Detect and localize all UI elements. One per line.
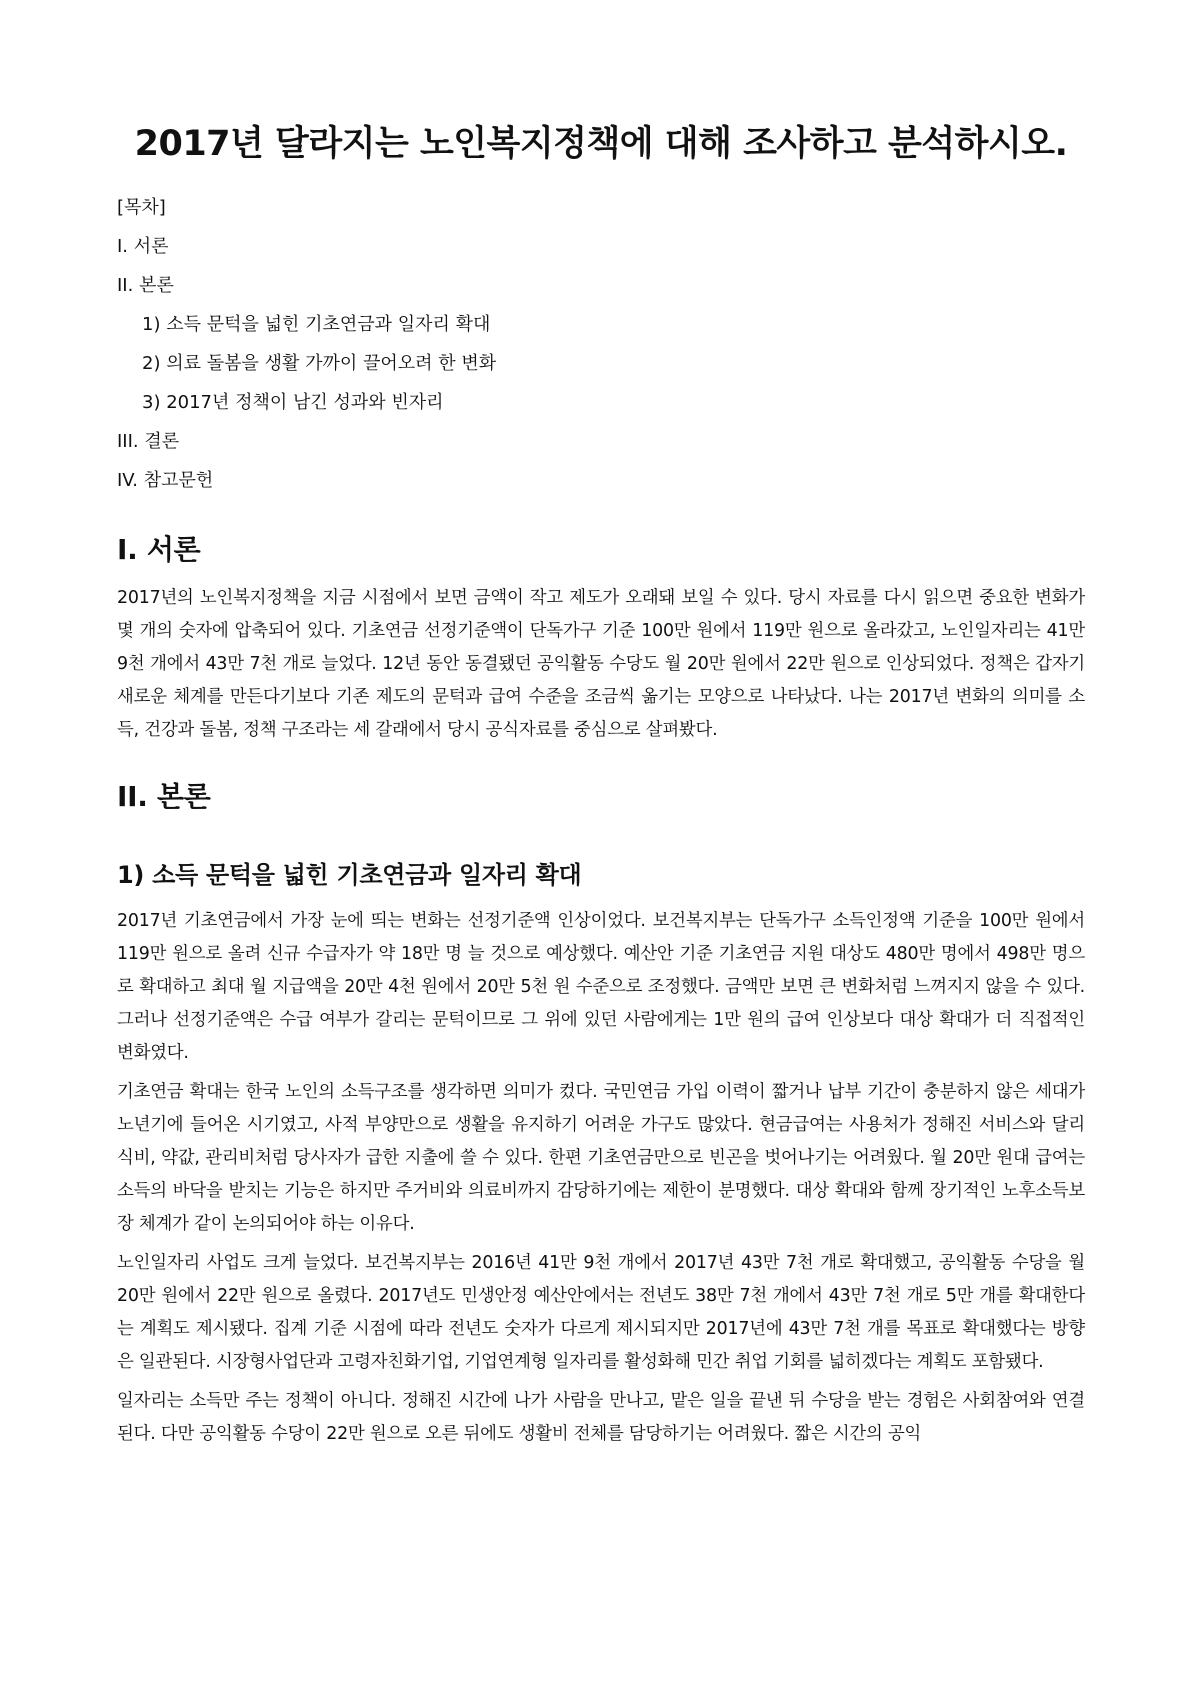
toc-label: [목차] (117, 197, 166, 218)
body-paragraph: 기초연금 확대는 한국 노인의 소득구조를 생각하면 의미가 컸다. 국민연금 가입 이력이 짧거나 납부 기간이 충분하지 않은 세대가 노년기에 들어온 시기였고, 사적 부양만으로 생활을 유지하기 어려운 가구도 많았다. 현금급여는 사용처가 정해진 서비스와 달리 식비, 약값, 관리비처럼 당사자가 급한 지출에 쓸 수 있다. 한편 기초연금만으로 빈곤을 벗어나기는 어려웠다. 월 20만 원대 급여는 소득의 바닥을 받치는 기능은 하지만 주거비와 의료비까지 감당하기에는 제한이 분명했다. 대상 확대와 함께 장기적인 노후소득보장 체계가 같이 논의되어야 하는 이유다. (117, 1082, 1085, 1234)
body-paragraph: 2017년 기초연금에서 가장 눈에 띄는 변화는 선정기준액 인상이었다. 보건복지부는 단독가구 소득인정액 기준을 100만 원에서 119만 원으로 올려 신규 수급자가 약 18만 명 늘 것으로 예상했다. 예산안 기준 기초연금 지원 대상도 480만 명에서 498만 명으로 확대하고 최대 월 지급액을 20만 4천 원에서 20만 5천 원 수준으로 조정했다. 금액만 보면 큰 변화처럼 느껴지지 않을 수 있다. 그러나 선정기준액은 수급 여부가 갈리는 문턱이므로 그 위에 있던 사람에게는 1만 원의 급여 인상보다 대상 확대가 더 직접적인 변화였다. (117, 911, 1085, 1063)
toc-item: 1) 소득 문턱을 넓힌 기초연금과 일자리 확대 (142, 314, 491, 335)
table-of-contents (117, 188, 1085, 500)
toc-item: III. 결론 (117, 431, 180, 452)
body-paragraph: 노인일자리 사업도 크게 늘었다. 보건복지부는 2016년 41만 9천 개에서 2017년 43만 7천 개로 확대했고, 공익활동 수당을 월 20만 원에서 22만 원으로 올렸다. 2017년도 민생안정 예산안에서는 전년도 38만 7천 개에서 43만 7천 개로 5만 개를 확대한다는 계획도 제시됐다. 집계 기준 시점에 따라 전년도 숫자가 다르게 제시되지만 2017년에 43만 7천 개를 목표로 확대했다는 방향은 일관된다. 시장형사업단과 고령자친화기업, 기업연계형 일자리를 활성화해 민간 취업 기회를 넓히겠다는 계획도 포함됐다. (117, 1253, 1085, 1372)
toc-item: II. 본론 (117, 275, 174, 296)
section-heading-intro: I. 서론 (117, 533, 201, 566)
toc-item: IV. 참고문헌 (117, 470, 214, 491)
intro-paragraph: 2017년의 노인복지정책을 지금 시점에서 보면 금액이 작고 제도가 오래돼 보일 수 있다. 당시 자료를 다시 읽으면 중요한 변화가 몇 개의 숫자에 압축되어 있다. 기초연금 선정기준액이 단독가구 기준 100만 원에서 119만 원으로 올라갔고, 노인일자리는 41만 9천 개에서 43만 7천 개로 늘었다. 12년 동안 동결됐던 공익활동 수당도 월 20만 원에서 22만 원으로 인상되었다. 정책은 갑자기 새로운 체계를 만든다기보다 기존 제도의 문턱과 급여 수준을 조금씩 옮기는 모양으로 나타났다. 나는 2017년 변화의 의미를 소득, 건강과 돌봄, 정책 구조라는 세 갈래에서 당시 공식자료를 중심으로 살펴봤다. (117, 588, 1085, 740)
toc-item: I. 서론 (117, 236, 169, 257)
subsection-heading-1: 1) 소득 문턱을 넓힌 기초연금과 일자리 확대 (117, 861, 582, 889)
document-title: 2017년 달라지는 노인복지정책에 대해 조사하고 분석하시오. (134, 124, 1068, 164)
toc-item: 2) 의료 돌봄을 생활 가까이 끌어오려 한 변화 (142, 353, 497, 374)
section-heading-body: II. 본론 (117, 780, 211, 813)
toc-item: 3) 2017년 정책이 남긴 성과와 빈자리 (142, 392, 444, 413)
body-paragraph: 일자리는 소득만 주는 정책이 아니다. 정해진 시간에 나가 사람을 만나고, 맡은 일을 끝낸 뒤 수당을 받는 경험은 사회참여와 연결된다. 다만 공익활동 수당이 22만 원으로 오른 뒤에도 생활비 전체를 담당하기는 어려웠다. 짧은 시간의 공익 (117, 1391, 1085, 1444)
